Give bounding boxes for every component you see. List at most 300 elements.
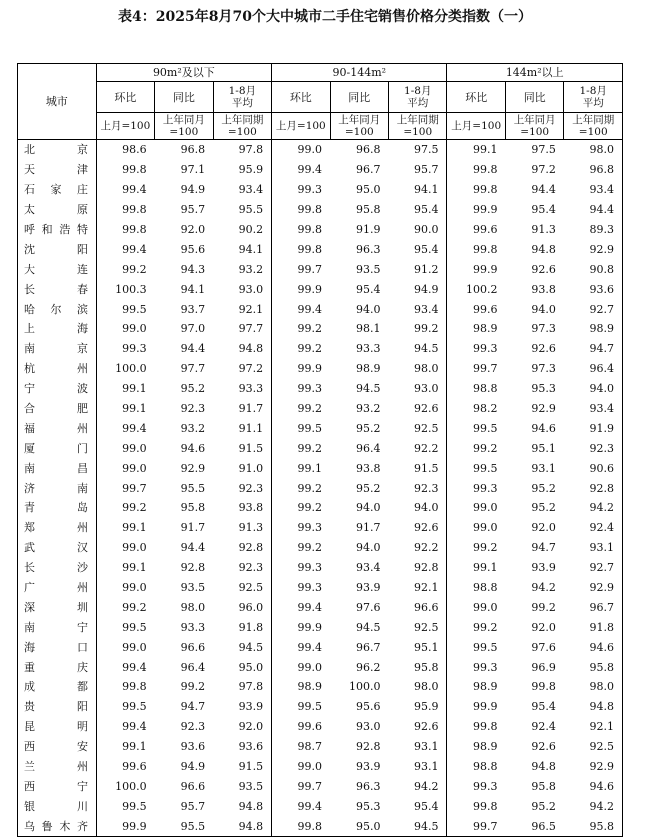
- index-value: 93.0: [213, 279, 272, 299]
- index-value: 92.0: [531, 521, 556, 535]
- index-value: 94.7: [564, 339, 623, 359]
- index-value: 90.0: [389, 220, 447, 240]
- index-value: 99.0: [122, 541, 147, 555]
- index-value: 99.2: [122, 262, 147, 276]
- sub-header: 同比: [505, 82, 563, 113]
- index-value: 93.6: [564, 279, 623, 299]
- index-value: 95.2: [531, 799, 556, 813]
- index-value: 98.8: [472, 760, 498, 774]
- index-value: 99.0: [297, 660, 323, 674]
- index-value: 99.1: [472, 561, 498, 575]
- index-value: 94.5: [213, 637, 272, 657]
- index-value: 99.2: [297, 441, 323, 455]
- index-value: 97.2: [213, 359, 272, 379]
- index-value: 93.5: [180, 581, 206, 595]
- index-value: 94.1: [389, 180, 447, 200]
- table-row: [18, 816, 623, 836]
- city-label: 海口: [24, 640, 88, 654]
- index-value: 95.2: [180, 382, 206, 396]
- index-value: 90.8: [564, 259, 623, 279]
- city-label: 太原: [24, 203, 88, 217]
- index-value: 99.0: [122, 461, 147, 475]
- index-value: 92.3: [180, 402, 206, 416]
- city-label: 杭州: [24, 362, 88, 376]
- city-label: 石家庄: [24, 183, 88, 197]
- base-header: 上月=100: [272, 113, 330, 140]
- index-value: 93.1: [389, 737, 447, 757]
- index-value: 99.4: [297, 600, 323, 614]
- index-value: 93.8: [213, 498, 272, 518]
- index-value: 92.5: [389, 418, 447, 438]
- index-value: 95.1: [389, 637, 447, 657]
- index-value: 99.8: [472, 183, 498, 197]
- index-value: 99.0: [472, 501, 498, 515]
- index-value: 99.5: [122, 302, 147, 316]
- index-value: 99.0: [122, 441, 147, 455]
- index-value: 94.4: [564, 200, 623, 220]
- index-value: 99.5: [122, 799, 147, 813]
- index-value: 97.8: [213, 140, 272, 160]
- index-value: 99.0: [472, 521, 498, 535]
- city-name: [18, 737, 97, 757]
- index-value: 99.8: [472, 720, 498, 734]
- index-value: 93.8: [356, 461, 381, 475]
- index-value: 99.6: [472, 223, 498, 236]
- index-value: 99.2: [122, 501, 147, 515]
- index-value: 99.1: [122, 521, 147, 535]
- city-label: 重庆: [24, 660, 88, 674]
- table-title: 表4：2025年8月70个大中城市二手住宅销售价格分类指数（一）: [118, 9, 532, 25]
- city-name: [18, 558, 97, 578]
- index-value: 93.4: [564, 180, 623, 200]
- index-value: 96.6: [389, 597, 447, 617]
- city-label: 武汉: [24, 541, 88, 555]
- index-value: 92.6: [389, 399, 447, 419]
- city-label: 乌鲁木齐: [24, 819, 88, 833]
- index-value: 97.2: [531, 163, 556, 177]
- index-value: 95.9: [389, 697, 447, 717]
- city-name: [18, 518, 97, 538]
- city-label: 青岛: [24, 501, 88, 515]
- index-value: 96.2: [356, 660, 381, 674]
- index-value: 99.9: [472, 262, 498, 276]
- index-value: 93.8: [531, 282, 556, 296]
- table-row: [18, 200, 623, 220]
- index-value: 93.7: [180, 302, 206, 316]
- index-value: 100.3: [115, 282, 147, 296]
- index-value: 91.3: [213, 518, 272, 538]
- base-header: 上月=100: [447, 113, 505, 140]
- sub-header: 1-8月 平均: [213, 82, 272, 113]
- city-name: [18, 657, 97, 677]
- index-value: 93.3: [213, 379, 272, 399]
- index-value: 93.5: [213, 777, 272, 797]
- index-value: 92.2: [389, 538, 447, 558]
- index-value: 95.4: [356, 282, 381, 296]
- index-value: 95.7: [180, 799, 206, 813]
- index-value: 95.2: [356, 421, 381, 435]
- table-row: [18, 498, 623, 518]
- index-value: 94.6: [180, 441, 206, 455]
- index-value: 94.7: [180, 700, 206, 714]
- index-value: 96.4: [180, 660, 206, 674]
- index-value: 92.9: [564, 239, 623, 259]
- index-value: 99.2: [122, 600, 147, 614]
- city-label: 贵阳: [24, 700, 88, 714]
- city-name: [18, 597, 97, 617]
- index-value: 91.5: [213, 757, 272, 777]
- index-value: 96.8: [356, 143, 381, 157]
- table-row: [18, 637, 623, 657]
- city-name: [18, 677, 97, 697]
- index-value: 99.4: [297, 302, 323, 316]
- index-value: 98.8: [472, 581, 498, 595]
- table-row: [18, 617, 623, 637]
- index-value: 97.6: [356, 600, 381, 614]
- city-name: [18, 160, 97, 180]
- index-value: 99.9: [472, 203, 498, 217]
- index-value: 91.8: [213, 617, 272, 637]
- index-value: 95.1: [531, 441, 556, 455]
- base-header: 上年同月 =100: [155, 113, 213, 140]
- index-value: 99.6: [122, 760, 147, 774]
- index-value: 92.4: [531, 720, 556, 734]
- index-value: 98.1: [356, 322, 381, 336]
- index-value: 99.3: [297, 581, 323, 595]
- index-value: 99.0: [122, 581, 147, 595]
- table-row: [18, 438, 623, 458]
- index-value: 99.0: [472, 600, 498, 614]
- index-value: 99.9: [297, 620, 323, 634]
- city-label: 大连: [24, 262, 88, 276]
- index-value: 99.7: [297, 262, 323, 276]
- index-value: 94.5: [356, 382, 381, 396]
- index-value: 98.9: [472, 680, 498, 694]
- index-value: 99.1: [122, 561, 147, 575]
- index-value: 94.1: [213, 239, 272, 259]
- index-value: 99.4: [122, 421, 147, 435]
- city-label: 兰州: [24, 760, 88, 774]
- index-value: 99.9: [297, 362, 323, 376]
- index-value: 94.4: [531, 183, 556, 197]
- index-value: 99.8: [472, 242, 498, 256]
- index-value: 99.2: [297, 322, 323, 336]
- index-value: 92.6: [531, 342, 556, 356]
- city-label: 北京: [24, 143, 88, 157]
- index-value: 95.8: [531, 779, 556, 793]
- index-value: 89.3: [564, 220, 623, 240]
- index-value: 94.5: [389, 339, 447, 359]
- index-value: 99.5: [472, 421, 498, 435]
- index-value: 99.1: [122, 402, 147, 416]
- index-value: 97.6: [531, 640, 556, 654]
- table-row: [18, 279, 623, 299]
- city-label: 哈尔滨: [24, 302, 88, 316]
- index-value: 95.3: [531, 382, 556, 396]
- table-row: [18, 359, 623, 379]
- index-value: 97.1: [180, 163, 206, 177]
- index-value: 99.9: [297, 282, 323, 296]
- index-value: 91.7: [213, 399, 272, 419]
- index-value: 91.3: [531, 223, 556, 236]
- city-column-header: 城市: [18, 64, 97, 140]
- base-header: 上年同期 =100: [389, 113, 447, 140]
- index-value: 91.9: [564, 418, 623, 438]
- index-value: 95.4: [389, 239, 447, 259]
- sub-header: 1-8月 平均: [564, 82, 623, 113]
- table-row: [18, 478, 623, 498]
- index-value: 98.0: [389, 677, 447, 697]
- index-value: 92.0: [213, 717, 272, 737]
- index-value: 92.3: [213, 558, 272, 578]
- city-name: [18, 339, 97, 359]
- index-value: 92.2: [389, 438, 447, 458]
- sub-header: 环比: [96, 82, 154, 113]
- city-name: [18, 359, 97, 379]
- index-value: 99.2: [472, 541, 498, 555]
- index-value: 99.0: [122, 322, 147, 336]
- index-value: 99.8: [531, 680, 556, 694]
- index-value: 91.8: [564, 617, 623, 637]
- index-value: 99.4: [122, 660, 147, 674]
- index-value: 92.6: [389, 518, 447, 538]
- sub-header: 环比: [447, 82, 505, 113]
- table-row: [18, 239, 623, 259]
- index-value: 95.6: [356, 700, 381, 714]
- index-value: 94.0: [356, 302, 381, 316]
- index-value: 95.5: [180, 481, 206, 495]
- index-value: 99.7: [297, 779, 323, 793]
- city-label: 长春: [24, 282, 88, 296]
- index-value: 99.2: [297, 501, 323, 515]
- index-value: 93.5: [356, 262, 381, 276]
- city-label: 天津: [24, 163, 88, 177]
- index-value: 94.6: [564, 637, 623, 657]
- index-value: 95.4: [531, 700, 556, 714]
- index-value: 96.8: [180, 143, 206, 157]
- index-value: 99.2: [297, 402, 323, 416]
- index-value: 99.5: [297, 421, 323, 435]
- index-value: 95.5: [213, 200, 272, 220]
- index-value: 99.1: [472, 143, 498, 157]
- index-value: 94.9: [389, 279, 447, 299]
- index-value: 93.4: [356, 561, 381, 575]
- index-value: 93.2: [213, 259, 272, 279]
- index-value: 97.3: [531, 322, 556, 336]
- index-value: 93.9: [356, 581, 381, 595]
- index-value: 99.7: [472, 362, 498, 376]
- index-value: 97.3: [531, 362, 556, 376]
- index-value: 92.3: [564, 438, 623, 458]
- index-value: 92.9: [564, 578, 623, 598]
- group-header-small: 90m²及以下: [96, 64, 271, 82]
- index-value: 99.0: [297, 760, 323, 774]
- city-name: [18, 379, 97, 399]
- index-value: 95.3: [356, 799, 381, 813]
- table-row: [18, 339, 623, 359]
- index-value: 95.8: [180, 501, 206, 515]
- city-label: 沈阳: [24, 242, 88, 256]
- table-row: [18, 379, 623, 399]
- index-value: 94.6: [564, 777, 623, 797]
- index-value: 99.8: [122, 163, 147, 177]
- index-value: 95.2: [531, 481, 556, 495]
- index-value: 94.6: [531, 421, 556, 435]
- index-value: 94.8: [213, 816, 272, 836]
- index-value: 100.0: [115, 779, 147, 793]
- index-value: 99.2: [297, 481, 323, 495]
- index-value: 98.6: [122, 143, 147, 157]
- index-value: 94.8: [213, 796, 272, 816]
- index-value: 92.4: [564, 518, 623, 538]
- price-index-table: [17, 63, 623, 837]
- index-value: 93.2: [356, 402, 381, 416]
- city-name: [18, 538, 97, 558]
- index-value: 98.7: [297, 740, 323, 754]
- index-value: 94.8: [213, 339, 272, 359]
- index-value: 94.5: [389, 816, 447, 836]
- index-value: 91.5: [213, 438, 272, 458]
- index-value: 94.4: [180, 541, 206, 555]
- index-value: 92.1: [213, 299, 272, 319]
- index-value: 95.7: [180, 203, 206, 217]
- index-value: 95.6: [180, 242, 206, 256]
- table-row: [18, 160, 623, 180]
- index-value: 99.4: [122, 720, 147, 734]
- index-value: 96.5: [505, 816, 563, 836]
- city-name: [18, 478, 97, 498]
- index-value: 94.5: [356, 620, 381, 634]
- index-value: 95.0: [330, 816, 388, 836]
- index-value: 92.0: [531, 620, 556, 634]
- index-value: 93.4: [389, 299, 447, 319]
- city-name: [18, 816, 97, 836]
- index-value: 95.9: [213, 160, 272, 180]
- table-row: [18, 140, 623, 160]
- index-value: 99.5: [297, 700, 323, 714]
- index-value: 92.9: [564, 757, 623, 777]
- index-value: 93.0: [389, 379, 447, 399]
- index-value: 91.5: [389, 458, 447, 478]
- index-value: 95.4: [531, 203, 556, 217]
- index-value: 99.7: [447, 816, 505, 836]
- city-label: 西宁: [24, 779, 88, 793]
- index-value: 97.8: [213, 677, 272, 697]
- index-value: 92.8: [180, 561, 206, 575]
- city-label: 银川: [24, 799, 88, 813]
- table-row: [18, 220, 623, 240]
- index-value: 96.3: [356, 779, 381, 793]
- city-label: 广州: [24, 581, 88, 595]
- index-value: 99.3: [297, 561, 323, 575]
- index-value: 99.2: [297, 541, 323, 555]
- index-value: 96.7: [564, 597, 623, 617]
- index-value: 95.8: [564, 816, 623, 836]
- index-value: 96.6: [180, 779, 206, 793]
- index-value: 94.7: [531, 541, 556, 555]
- index-value: 94.0: [564, 379, 623, 399]
- city-name: [18, 697, 97, 717]
- table-row: [18, 677, 623, 697]
- city-name: [18, 438, 97, 458]
- index-value: 95.8: [564, 657, 623, 677]
- index-value: 92.1: [389, 578, 447, 598]
- index-value: 92.1: [564, 717, 623, 737]
- table-row: [18, 757, 623, 777]
- table-row: [18, 717, 623, 737]
- index-value: 90.2: [213, 220, 272, 240]
- index-value: 94.0: [356, 501, 381, 515]
- index-value: 99.2: [297, 342, 323, 356]
- index-value: 99.2: [472, 620, 498, 634]
- table-row: [18, 299, 623, 319]
- index-value: 99.9: [96, 816, 154, 836]
- index-value: 91.7: [356, 521, 381, 535]
- city-name: [18, 399, 97, 419]
- table-row: [18, 657, 623, 677]
- index-value: 99.2: [180, 680, 206, 694]
- index-value: 99.3: [472, 342, 498, 356]
- index-value: 91.2: [389, 259, 447, 279]
- index-value: 94.0: [531, 302, 556, 316]
- index-value: 99.9: [472, 700, 498, 714]
- index-value: 92.0: [180, 223, 206, 236]
- index-value: 97.7: [213, 319, 272, 339]
- table-row: [18, 796, 623, 816]
- index-value: 100.2: [465, 282, 498, 296]
- index-value: 98.0: [180, 600, 206, 614]
- index-value: 93.6: [180, 740, 206, 754]
- city-label: 厦门: [24, 441, 88, 455]
- table-row: [18, 697, 623, 717]
- index-value: 93.1: [564, 538, 623, 558]
- index-value: 92.3: [180, 720, 206, 734]
- index-value: 99.5: [472, 461, 498, 475]
- base-header: 上年同月 =100: [505, 113, 563, 140]
- index-value: 92.9: [180, 461, 206, 475]
- index-value: 99.4: [297, 799, 323, 813]
- city-name: [18, 140, 97, 160]
- index-value: 92.6: [389, 717, 447, 737]
- city-label: 济南: [24, 481, 88, 495]
- index-value: 94.8: [531, 760, 556, 774]
- index-value: 99.8: [297, 203, 323, 217]
- index-value: 99.3: [297, 382, 323, 396]
- index-value: 98.0: [564, 140, 623, 160]
- index-value: 94.9: [180, 760, 206, 774]
- index-value: 99.8: [297, 223, 323, 236]
- city-label: 呼和浩特: [24, 223, 88, 236]
- city-label: 南京: [24, 342, 88, 356]
- index-value: 93.4: [564, 399, 623, 419]
- city-label: 昆明: [24, 720, 88, 734]
- index-value: 92.5: [564, 737, 623, 757]
- index-value: 93.0: [356, 720, 381, 734]
- index-value: 92.7: [564, 299, 623, 319]
- index-value: 98.8: [472, 382, 498, 396]
- city-name: [18, 637, 97, 657]
- index-value: 93.9: [356, 760, 381, 774]
- index-value: 99.8: [272, 816, 330, 836]
- index-value: 93.1: [531, 461, 556, 475]
- index-value: 95.8: [356, 203, 381, 217]
- city-name: [18, 498, 97, 518]
- base-header: 上年同期 =100: [564, 113, 623, 140]
- index-value: 93.6: [213, 737, 272, 757]
- index-value: 96.3: [356, 242, 381, 256]
- index-value: 99.7: [122, 481, 147, 495]
- index-value: 92.6: [531, 740, 556, 754]
